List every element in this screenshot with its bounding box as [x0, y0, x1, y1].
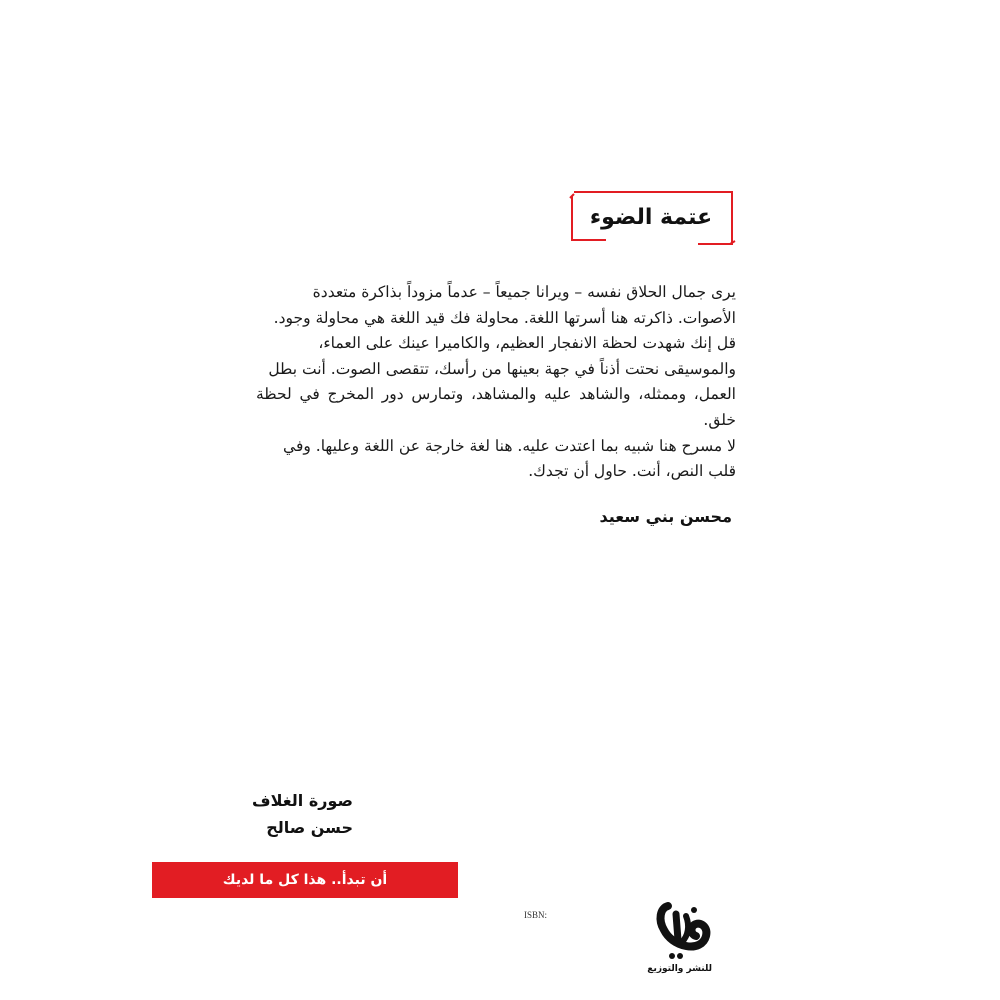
publisher-logo-icon: [652, 900, 712, 964]
publisher-logo: [647, 900, 712, 982]
publisher-tagline: للنشر والتوزيع: [647, 964, 712, 974]
blurb-author: محسن بني سعيد: [599, 507, 732, 526]
blurb-line: والموسيقى نحتت أذناً في جهة بعينها من رأسك، تتقصى الصوت. أنت بطل: [268, 359, 736, 378]
title-frame: [566, 188, 736, 246]
book-title: عتمة الضوء: [589, 204, 713, 230]
blurb-line: الأصوات. ذاكرته هنا أسرتها اللغة. محاولة فك قيد اللغة هي محاولة وجود.: [273, 308, 736, 327]
cover-credit-label: صورة الغلاف: [252, 791, 353, 810]
blurb-line: لا مسرح هنا شبيه بما اعتدت عليه. هنا لغة خارجة عن اللغة وعليها. وفي: [283, 436, 736, 455]
blurb-text: [256, 280, 736, 485]
cover-credit-name: حسن صالح: [266, 818, 353, 837]
blurb-line: العمل، وممثله، والشاهد عليه والمشاهد، وتمارس دور المخرج في لحظة خلق.: [256, 385, 736, 429]
tagline-banner: [152, 862, 458, 898]
blurb-line: يرى جمال الحلاق نفسه – ويرانا جميعاً – عدماً مزوداً بذاكرة متعددة: [312, 283, 736, 301]
tagline-text: أن تبدأ.. هذا كل ما لديك: [222, 872, 388, 888]
isbn-label: ISBN:: [524, 910, 548, 920]
blurb-line: قلب النص، أنت. حاول أن تجدك.: [528, 462, 736, 481]
blurb-line: قل إنك شهدت لحظة الانفجار العظيم، والكاميرا عينك على العماء،: [318, 334, 736, 353]
